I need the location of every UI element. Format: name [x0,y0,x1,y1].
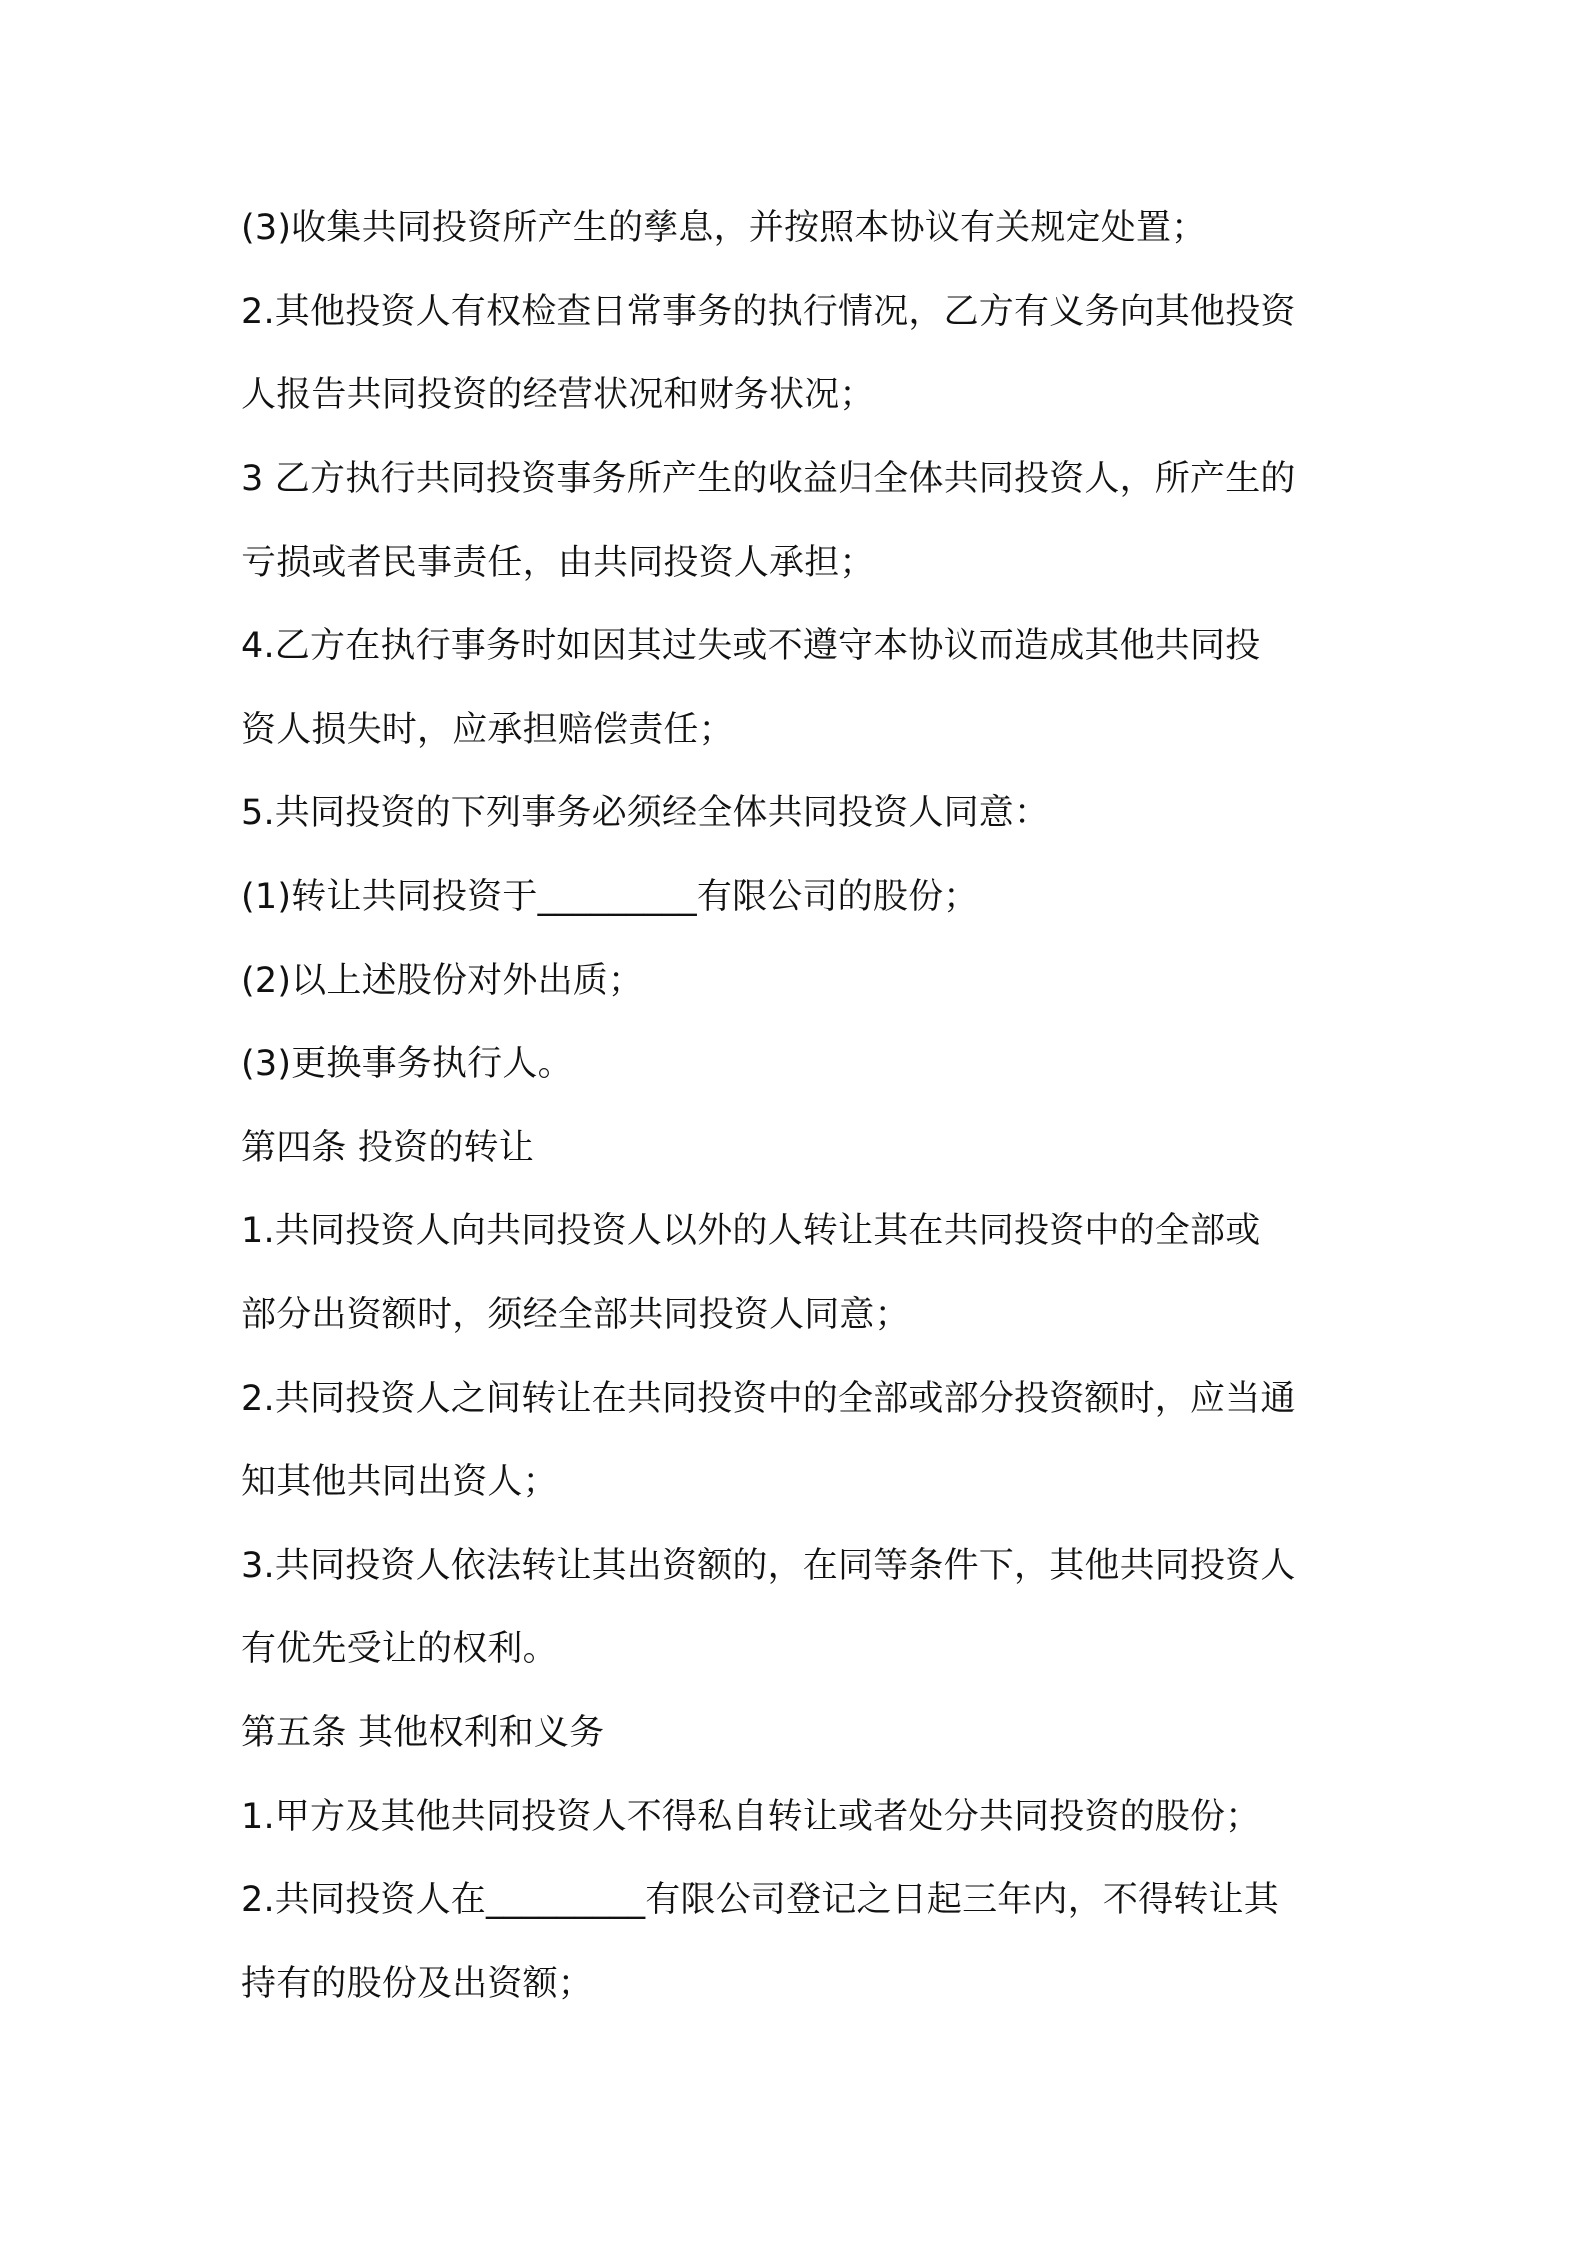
clause-line: 知其他共同出资人； [241,1462,558,1502]
clause-line: 资人损失时，应承担赔偿责任； [241,710,734,750]
clause-line: 持有的股份及出资额； [241,1964,594,2004]
clause-line: (3)更换事务执行人。 [241,1044,573,1084]
clause-line: 1.共同投资人向共同投资人以外的人转让其在共同投资中的全部或 [241,1211,1261,1251]
section-heading: 第四条 投资的转让 [241,1128,534,1168]
clause-line: (1)转让共同投资于_________有限公司的股份； [241,877,979,917]
clause-line: 3.共同投资人依法转让其出资额的，在同等条件下，其他共同投资人 [241,1546,1296,1586]
clause-line: 2.其他投资人有权检查日常事务的执行情况，乙方有义务向其他投资 [241,292,1296,332]
clause-line: 1.甲方及其他共同投资人不得私自转让或者处分共同投资的股份； [241,1797,1261,1837]
clause-line: 5.共同投资的下列事务必须经全体共同投资人同意： [241,793,1050,833]
clause-line: 3 乙方执行共同投资事务所产生的收益归全体共同投资人，所产生的 [241,459,1296,499]
clause-line: 2.共同投资人之间转让在共同投资中的全部或部分投资额时，应当通 [241,1379,1296,1419]
clause-line: 人报告共同投资的经营状况和财务状况； [241,375,875,415]
clause-line: 有优先受让的权利。 [241,1629,558,1669]
clause-line: 亏损或者民事责任，由共同投资人承担； [241,543,875,583]
clause-line: 2.共同投资人在_________有限公司登记之日起三年内，不得转让其 [241,1880,1279,1920]
clause-line: (3)收集共同投资所产生的孳息，并按照本协议有关规定处置； [241,208,1207,248]
clause-line: 部分出资额时，须经全部共同投资人同意； [241,1295,910,1335]
section-heading: 第五条 其他权利和义务 [241,1713,605,1753]
clause-line: (2)以上述股份对外出质； [241,961,644,1001]
clause-line: 4.乙方在执行事务时如因其过失或不遵守本协议而造成其他共同投 [241,626,1261,666]
